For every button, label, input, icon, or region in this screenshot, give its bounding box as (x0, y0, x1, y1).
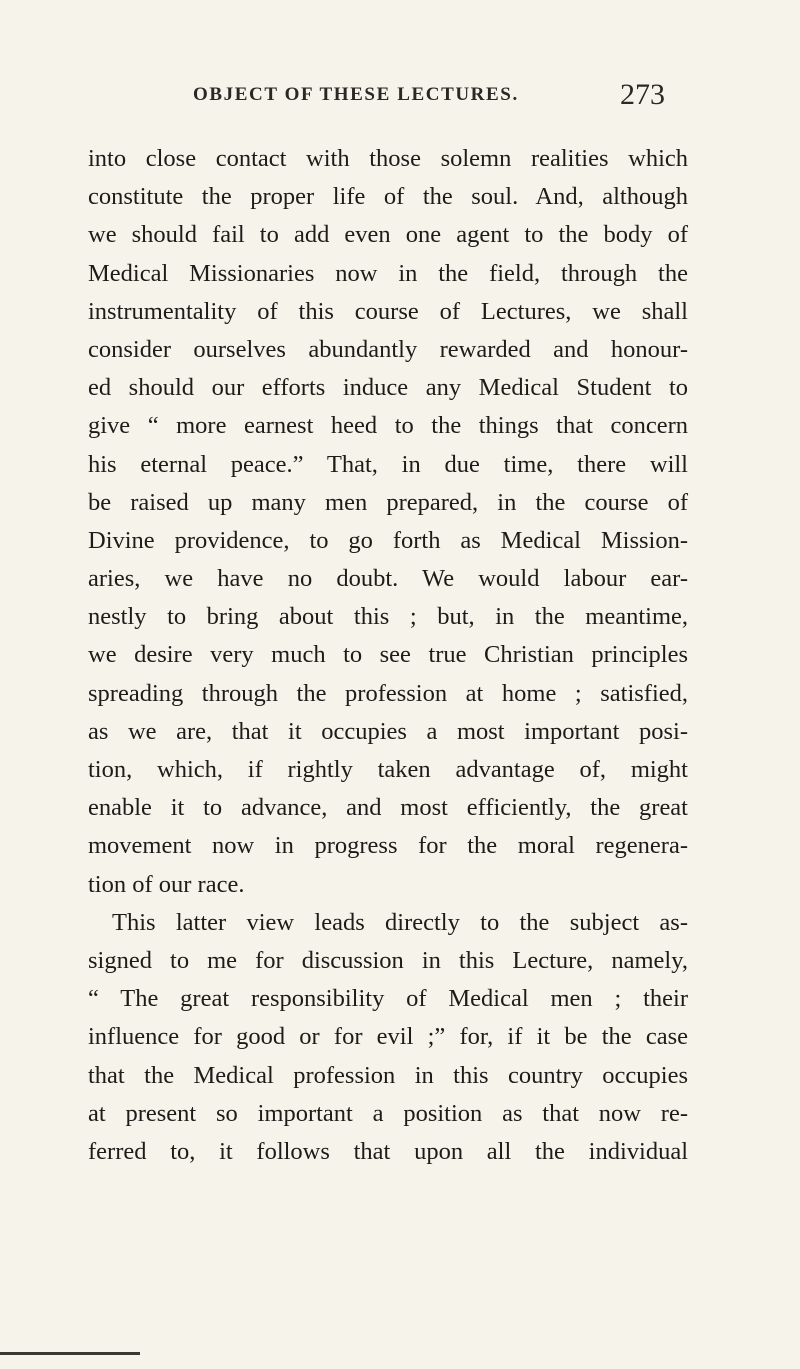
text-line: give “ more earnest heed to the things that concern (88, 412, 688, 440)
text-line: be raised up many men prepared, in the course of (88, 488, 688, 516)
text-line: tion, which, if rightly taken advantage of, might (88, 756, 688, 783)
text-line: constitute the proper life of the soul. And, although (88, 183, 688, 211)
text-line: instrumentality of this course of Lectures, we shall (88, 297, 688, 325)
text-line: consider ourselves abundantly rewarded and honour- (88, 335, 688, 363)
text-line: as we are, that it occupies a most important posi- (88, 717, 688, 745)
text-line: nestly to bring about this ; but, in the meantime, (88, 603, 688, 631)
text-line: his eternal peace.” That, in due time, there will (88, 450, 688, 478)
page-header (0, 78, 800, 118)
text-line: into close contact with those solemn realities which (88, 145, 688, 172)
text-line: influence for good or for evil ;” for, if it be the case (88, 1023, 688, 1051)
text-line: movement now in progress for the moral regenera- (88, 832, 688, 860)
body-text (88, 140, 688, 1171)
page-number: 273 (620, 78, 665, 111)
page-edge-rule (0, 1352, 140, 1355)
text-line: at present so important a position as that now re- (88, 1099, 688, 1127)
text-line: ed should our efforts induce any Medical Student to (88, 374, 688, 402)
text-line: we should fail to add even one agent to the body of (88, 221, 688, 249)
text-line: ferred to, it follows that upon all the individual (88, 1137, 688, 1165)
text-line: that the Medical profession in this country occupies (88, 1061, 688, 1089)
running-title: OBJECT OF THESE LECTURES. (193, 84, 519, 105)
text-line: we desire very much to see true Christian principles (88, 641, 688, 669)
text-line: “ The great responsibility of Medical men ; their (88, 985, 688, 1013)
text-line: Divine providence, to go forth as Medical Mission- (88, 526, 688, 554)
text-line: aries, we have no doubt. We would labour ear- (88, 565, 688, 593)
text-line: Medical Missionaries now in the field, through the (88, 259, 688, 287)
text-line: signed to me for discussion in this Lecture, namely, (88, 946, 688, 974)
paragraph-last-line: tion of our race. (88, 870, 245, 898)
text-line: spreading through the profession at home ; satisfied, (88, 679, 688, 707)
text-line: enable it to advance, and most efficiently, the great (88, 794, 688, 822)
paragraph-first-line: This latter view leads directly to the subject as- (112, 908, 688, 936)
